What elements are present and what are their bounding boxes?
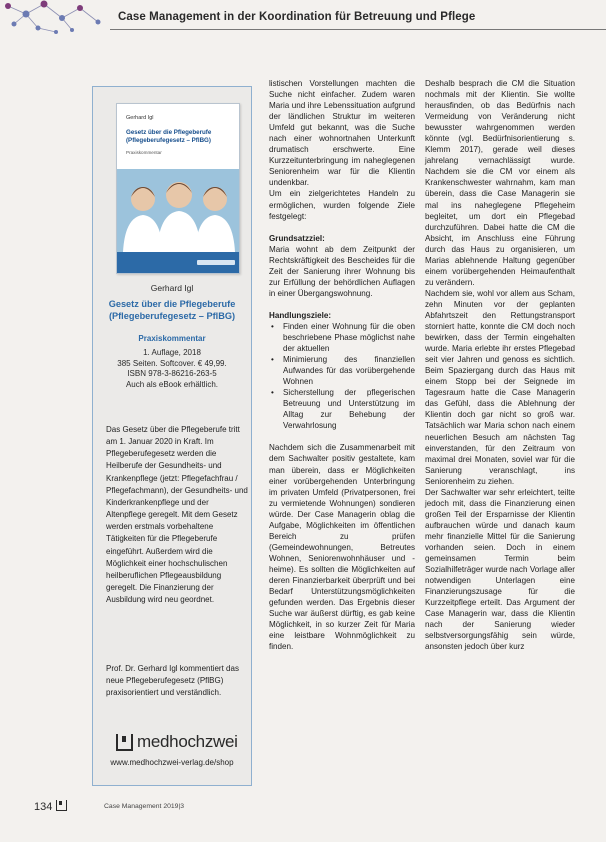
page-header [0, 0, 606, 36]
paragraph: Maria wohnt ab dem Zeitpunkt der Rechtskräftigkeit des Bescheides für die Zeit der Sanierung ihrer Wohnung bis zur Erfüllung der behördlichen Auflagen in einer Übergangswohnung. [269, 244, 415, 298]
nurses-illustration [117, 169, 240, 252]
paragraph: Um ein zielgerichtetes Handeln zu ermöglichen, wurden folgende Ziele festgelegt: [269, 189, 415, 221]
ad-commentary: Prof. Dr. Gerhard Igl kommentiert das neue Pflegeberufegesetz (PflBG) praxisorientiert und verständlich. [106, 664, 239, 698]
ad-info-price: 385 Seiten. Softcover. € 49,99. [117, 358, 227, 368]
header-divider [110, 29, 606, 30]
publisher-logo-icon [116, 734, 133, 751]
publisher-url[interactable]: www.medhochzwei-verlag.de/shop [110, 758, 234, 767]
paragraph: Deshalb besprach die CM die Situation nochmals mit der Klientin. Sie wollte herausfinden, ob das Bedürfnis nach Vermeidung von Veränderung nicht bewusster wahrgenommen werden könnte (vgl. Bedürfnisorientierung s. Klemm 2017), gerade weil dieses jahrelang vernachlässigt wurde. Nachdem sie die CM vor einem als Krankenschwester wahrnahm, kam man überein, dass die Case Managerin sie mal ins naheglegene Pflegeheim begleitet, um dort ein Pflegebad durchzuführen. Dabei hatte die CM die Absicht, im Anschluss eine Führung durch das Haus zu organisieren, um Marias ablehnende Haltung gegenüber einem vorübergehenden Heimaufenthalt zu verändern. [425, 79, 575, 287]
list-item: • Finden einer Wohnung für die oben beschriebene Phase möglichst nahe der aktuellen [269, 321, 415, 354]
article-column-right [425, 78, 575, 652]
book-cover-footer [117, 252, 240, 274]
ad-book-info [100, 348, 244, 391]
list-item: • Minimierung des finanziellen Aufwandes für das vorübergehende Wohnen [269, 354, 415, 387]
book-cover-photo [117, 169, 240, 252]
paragraph: Der Sachwalter war sehr erleichtert, teilte jedoch mit, dass die Finanzierung einen großen Teil der Ersparnisse der Klientin aufbrauchen würde und danach kaum mehr finanzielle Mittel für die Sanierung vorhanden seien. Doch in einem gemeinsamen Termin beim Sozialhilfeträger wurde nach Vorlage aller notwendigen Unterlagen eine Finanzierungszusage für die Kurzzeitpflege erteilt. Das Argument der Case Managerin war, dass die Klientin nach der Sanierung wieder selbstversorgungsfähig sein würde, ansonsten jedoch über kurz [425, 487, 575, 652]
ad-book-subtitle: Praxiskommentar [138, 334, 206, 343]
ad-book-title: Gesetz über die Pflegeberufe (Pflegeberufegesetz – PflBG) [108, 299, 236, 321]
ad-description [106, 424, 248, 606]
journal-icon [56, 800, 67, 811]
ad-description-text: Das Gesetz über die Pflegeberufe tritt am 1. Januar 2020 in Kraft. Im Pflegeberufegesetz werden die Heilberufe der Gesundheits- und Krankenpflege (jetzt: Pflegefachfrau / Pflegefachmann), der Gesundheits- und Kinderkrankenpflege und der Altenpflege geregelt. Mit dem Gesetz werden erstmals vorbehaltene Tätigkeiten für die Pflegeberufe eingeführt. Außerdem wird die Möglichkeit einer hochschulischen heilberuflichen Pflegeausbildung geregelt. Die Finanzierung der Ausbildung wird neu geordnet. [106, 425, 248, 605]
page-number: 134 [34, 801, 53, 813]
publisher-name: medhochzwei [137, 732, 238, 751]
article-column-middle [269, 78, 415, 652]
book-cover [116, 103, 240, 274]
book-cover-publisher-logo [197, 260, 235, 265]
ad-info-isbn: ISBN 978-3-86216-263-5 [127, 369, 217, 379]
section-heading: Handlungsziele: [269, 310, 332, 320]
paragraph: Nachdem sich die Zusammenarbeit mit dem Sachwalter positiv gestaltete, kam man überein, dass er Möglichkeiten einer vorübergehenden Unterbringung im privaten Umfeld (Privatpersonen, frei zu vermietende Wohnungen) sondieren würde. Der Case Managerin oblag die Aufgabe, Möglichkeiten im öffentlichen Bereich zu prüfen (Gemeindewohnungen, Betreutes Wohnen, Seniorenwohnhäuser und -heime). Es sollten die Möglichkeiten auf deren Finanzierbarkeit überprüft und bei Bedarf Unterstützungsmöglichkeiten gefunden werden. Das Ergebnis dieser Suche war äußerst dürftig, es gab keine Möglichkeit, in so kurzer Zeit für Maria eine leistbare Wohnmöglichkeit zu finden. [269, 443, 415, 652]
molecule-graphic [0, 0, 110, 36]
ad-info-edition: 1. Auflage, 2018 [143, 348, 201, 357]
book-cover-title: Gesetz über die Pflegeberufe (Pflegeberufegesetz – PflBG) [126, 129, 212, 144]
goals-list [269, 321, 415, 431]
publisher-logo [116, 732, 244, 754]
paragraph: Nachdem sie, wohl vor allem aus Scham, zehn Minuten vor der geplanten Abfahrtszeit den Rettungstransport storniert hatte, konnte die CM doch noch bewirken, dass der Termin eingehalten wurde. Maria erlebte ihr erstes Pflegebad seit vier Jahren und genoss es sichtlich. Beim Spaziergang durch das Haus mit einem Stopp bei der Seignede im Tagesraum hatte die Case Managerin das Gefühl, dass die Ablehnung der Klientin doch gar nicht so groß war. Tatsächlich war Maria schon nach einem neuerlichen Besuch am nächsten Tag einverstanden, für den Zeitraum von maximal drei Monaten, soviel war für die Sanierung veranschlagt, ins Seniorenheim zu ziehen. [425, 288, 575, 486]
ad-info-ebook: Auch als eBook erhältlich. [125, 380, 219, 390]
journal-name: Case Management 2019|3 [104, 803, 184, 810]
book-cover-author: Gerhard Igl [126, 115, 154, 121]
book-cover-edition: Praxiskommentar [126, 150, 162, 155]
paragraph: listischen Vorstellungen machten die Suche nicht einfacher. Zudem waren Maria und ihre Lebenssituation aufgrund der ländlichen Struktur im weiteren Umfeld gut bekannt, was die Suche nach einer wohnortnahen Unterkunft drumatisch erschwerte. Eine Kurzzeitunterbringung im naheglegenen Seniorenheim war für die Klientin undenkbar. [269, 79, 415, 188]
header-title: Case Management in der Koordination für Betreuung und Pflege [118, 11, 476, 23]
section-heading: Grundsatzziel: [269, 233, 325, 243]
list-item: • Sicherstellung der pflegerischen Betreuung und Unterstützung im Alltag zur Behebung der Verwahrlosung [269, 387, 415, 431]
ad-author: Gerhard Igl [150, 283, 194, 293]
